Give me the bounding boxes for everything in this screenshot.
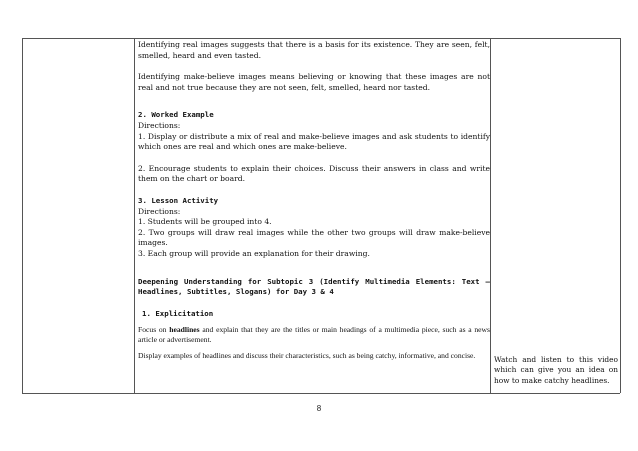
table-border-right [620,38,621,393]
worked-example-step-2: 2. Encourage students to explain their choices. Discuss their answers in class and write them on the chart or board. [138,163,490,184]
worked-example-heading: 2. Worked Example [138,110,214,120]
table-divider-1 [134,38,135,393]
focus-headlines-term: headlines [169,325,200,335]
table-border-bottom [22,393,620,394]
explicitation-heading: 1. Explicitation [142,308,214,318]
worked-example-step-1: 1. Display or distribute a mix of real and make-believe images and ask students to identify which ones are real and which ones are make-believe. [138,131,490,152]
intro-makebelieve-paragraph: Identifying make-believe images means believing or knowing that these images are not real and not true because they are not seen, felt, smelled, heard nor tasted. [138,72,490,92]
table-divider-2 [490,38,491,393]
table-border-left [22,38,23,393]
lesson-activity-directions: Directions: [138,206,181,216]
lesson-activity-heading: 3. Lesson Activity [138,195,219,205]
worked-example-directions: Directions: [138,120,181,130]
intro-real-paragraph: Identifying real images suggests that there is a basis for its existence. They are seen, felt, smelled, heard and even tasted. [138,40,490,60]
resources-cell [494,355,618,386]
explicitation-focus-paragraph [138,325,490,345]
focus-suffix: and explain that they are the titles or main headings of a multimedia piece, such as a news article or advertisement. [138,325,490,345]
page-number: 8 [316,404,322,413]
table-border-top [22,38,620,39]
focus-prefix: Focus on [138,325,170,335]
lesson-content-cell [138,40,490,361]
lesson-activity-step-3: 3. Each group will provide an explanation for their drawing. [138,248,370,258]
video-note: Watch and listen to this video which can give you an idea on how to make catchy headlines. [494,355,618,385]
lesson-activity-step-1: 1. Students will be grouped into 4. [138,217,272,227]
explicitation-display-paragraph: Display examples of headlines and discuss their characteristics, such as being catchy, informative, and concise. [138,351,476,361]
lesson-activity-step-2: 2. Two groups will draw real images while the other two groups will draw make-believe images. [138,227,490,248]
subtopic-heading: Deepening Understanding for Subtopic 3 (Identify Multimedia Elements: Text – Headlines, Subtitles, Slogans) for Day 3 & 4 [138,276,490,297]
